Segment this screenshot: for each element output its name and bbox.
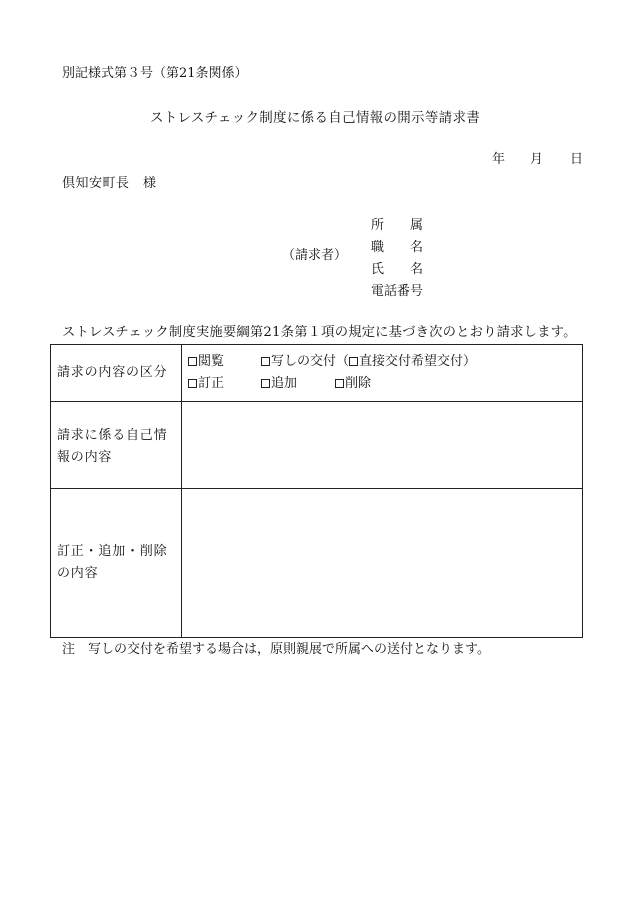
add-label: 追加 — [271, 376, 298, 391]
correct-label: 訂正 — [198, 376, 225, 391]
request-table — [50, 344, 583, 638]
option-delete[interactable] — [335, 376, 371, 392]
position-label-char-1: 職 — [371, 240, 385, 255]
view-checkbox[interactable] — [188, 357, 197, 366]
copy-checkbox[interactable] — [261, 357, 270, 366]
option-copy[interactable] — [261, 354, 476, 370]
delete-label: 削除 — [345, 376, 372, 391]
modification-content-field[interactable] — [182, 489, 582, 637]
date-month-label: 月 — [530, 152, 544, 167]
requester-position-field — [371, 240, 423, 256]
view-label: 閲覧 — [198, 354, 225, 369]
position-label-char-2: 名 — [409, 240, 423, 255]
add-checkbox[interactable] — [261, 379, 270, 388]
option-add[interactable] — [261, 376, 297, 392]
form-number: 別記様式第３号（第21条関係） — [62, 66, 248, 81]
request-type-label: 請求の内容の区分 — [57, 365, 168, 380]
self-info-content-field[interactable] — [182, 402, 582, 488]
date-day-label: 日 — [570, 152, 584, 167]
date-year-label: 年 — [492, 152, 506, 167]
correct-checkbox[interactable] — [188, 379, 197, 388]
name-label-char-2: 名 — [409, 262, 423, 277]
direct-delivery-label: 直接交付希望交付） — [359, 354, 477, 369]
requester-affiliation-field — [371, 218, 423, 234]
option-view[interactable] — [188, 354, 224, 370]
affiliation-label-char-2: 属 — [409, 218, 423, 233]
self-info-content-label: 請求に係る自己情報の内容 — [57, 428, 168, 465]
direct-delivery-checkbox[interactable] — [349, 357, 358, 366]
requester-label: （請求者） — [282, 248, 348, 263]
option-correct[interactable] — [188, 376, 224, 392]
requester-name-field — [371, 262, 423, 278]
name-label-char-1: 氏 — [371, 262, 385, 277]
footnote: 注 写しの交付を希望する場合は，原則親展で所属への送付となります。 — [62, 642, 490, 657]
affiliation-label-char-1: 所 — [371, 218, 385, 233]
document-title: ストレスチェック制度に係る自己情報の開示等請求書 — [149, 110, 481, 126]
requester-phone-label: 電話番号 — [371, 284, 424, 299]
modification-content-label: 訂正・追加・削除の内容 — [57, 544, 168, 581]
addressee: 倶知安町長 様 — [62, 176, 157, 191]
delete-checkbox[interactable] — [335, 379, 344, 388]
copy-label: 写しの交付（ — [271, 354, 350, 369]
intro-text: ストレスチェック制度実施要綱第21条第１項の規定に基づき次のとおり請求します。 — [62, 325, 577, 340]
